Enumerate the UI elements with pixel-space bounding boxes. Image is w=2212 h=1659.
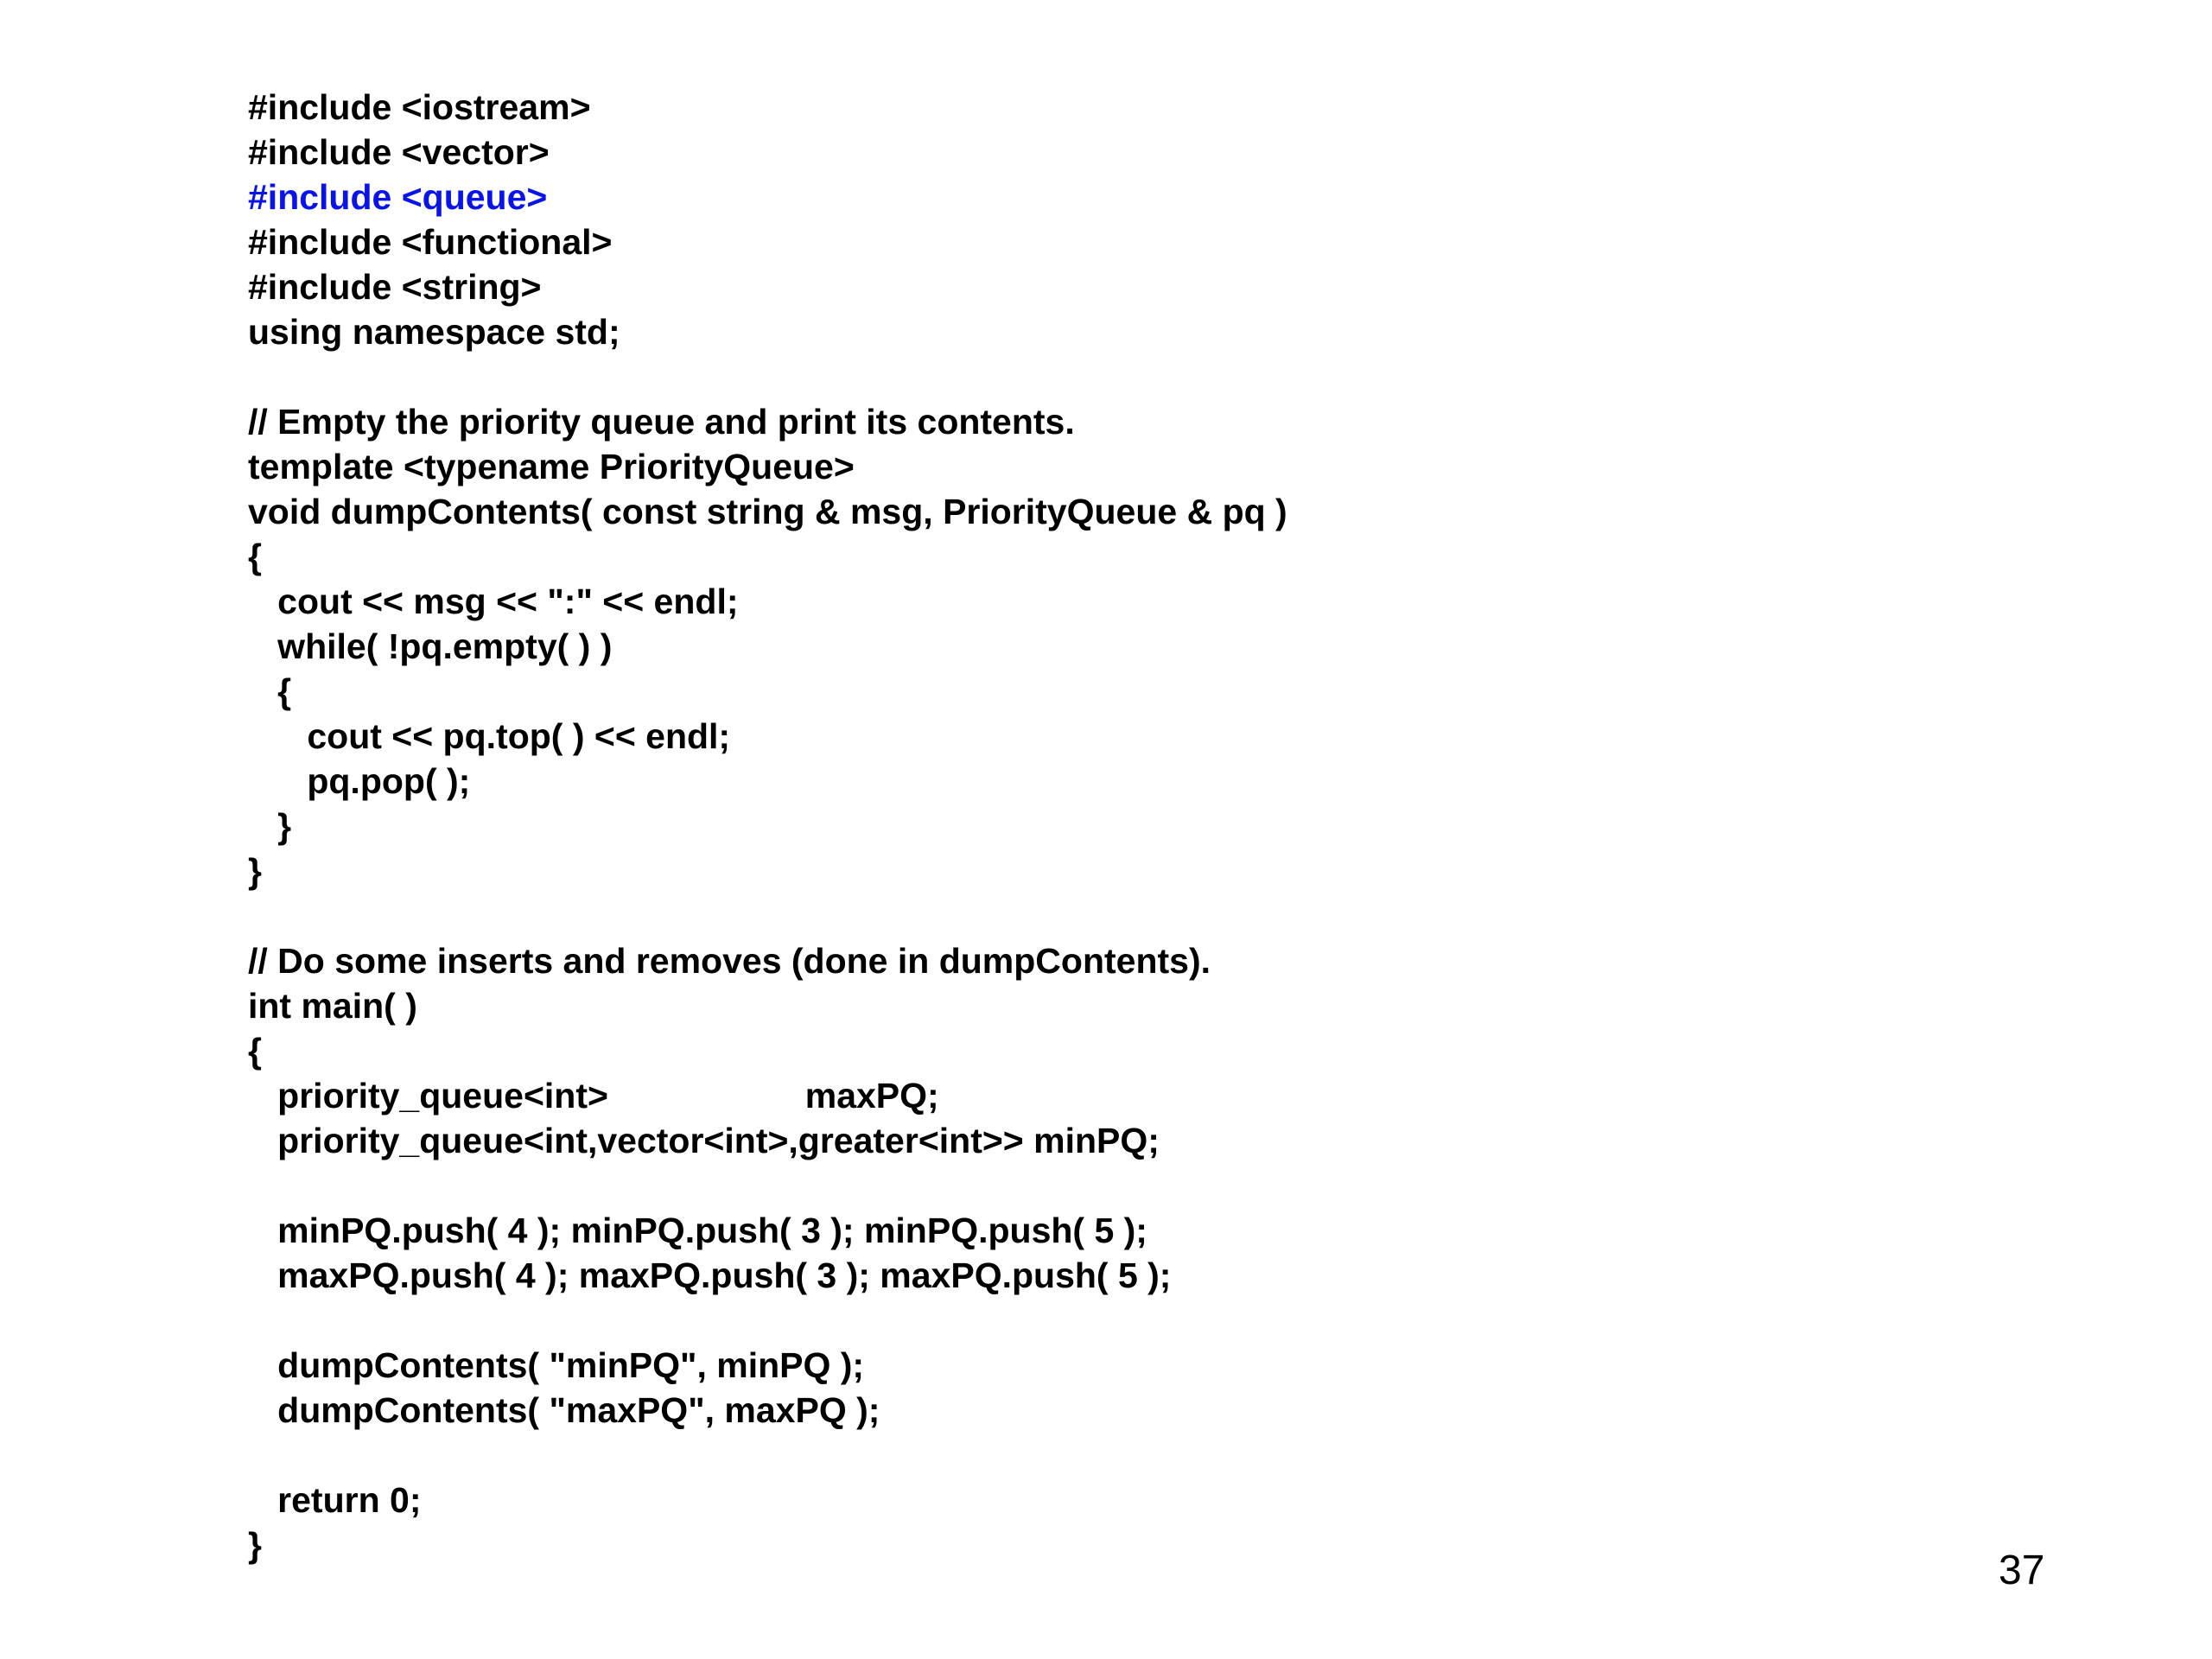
code-line: minPQ.push( 4 ); minPQ.push( 3 ); minPQ.push( 5 ); [248, 1211, 1147, 1250]
code-line: cout << pq.top( ) << endl; [248, 716, 731, 756]
code-line [248, 354, 1287, 399]
code-line: dumpContents( "maxPQ", maxPQ ); [248, 1390, 880, 1430]
code-line: } [248, 851, 262, 891]
code-line [248, 1298, 1287, 1343]
code-line-highlighted: #include <queue> [248, 177, 548, 217]
code-line: pq.pop( ); [248, 761, 471, 801]
code-line: #include <string> [248, 267, 542, 307]
code-line: using namespace std; [248, 312, 620, 352]
code-line: priority_queue<int> maxPQ; [248, 1076, 939, 1116]
code-line [248, 1163, 1287, 1208]
code-line: } [248, 1525, 262, 1565]
code-line: template <typename PriorityQueue> [248, 447, 855, 486]
code-listing [248, 85, 1287, 1567]
code-comment: // Do some inserts and removes (done in dumpContents). [248, 941, 1211, 981]
code-line: void dumpContents( const string & msg, PriorityQueue & pq ) [248, 492, 1287, 531]
page-number: 37 [1999, 1548, 2045, 1593]
code-line [248, 1433, 1287, 1478]
code-line: maxPQ.push( 4 ); maxPQ.push( 3 ); maxPQ.push( 5 ); [248, 1255, 1172, 1295]
code-line: priority_queue<int,vector<int>,greater<int>> minPQ; [248, 1121, 1160, 1160]
code-comment: // Empty the priority queue and print its contents. [248, 402, 1075, 442]
code-line: return 0; [248, 1480, 422, 1520]
code-line: cout << msg << ":" << endl; [248, 582, 739, 621]
code-line: dumpContents( "minPQ", minPQ ); [248, 1345, 865, 1385]
code-line: { [248, 537, 262, 576]
code-line: } [248, 806, 292, 846]
code-line: #include <iostream> [248, 87, 591, 127]
code-line: int main( ) [248, 986, 417, 1026]
code-line: { [248, 671, 292, 711]
code-line: #include <functional> [248, 222, 613, 262]
code-line: while( !pq.empty( ) ) [248, 626, 613, 666]
code-line [248, 893, 1287, 938]
code-line: #include <vector> [248, 132, 550, 172]
code-line: { [248, 1031, 262, 1071]
